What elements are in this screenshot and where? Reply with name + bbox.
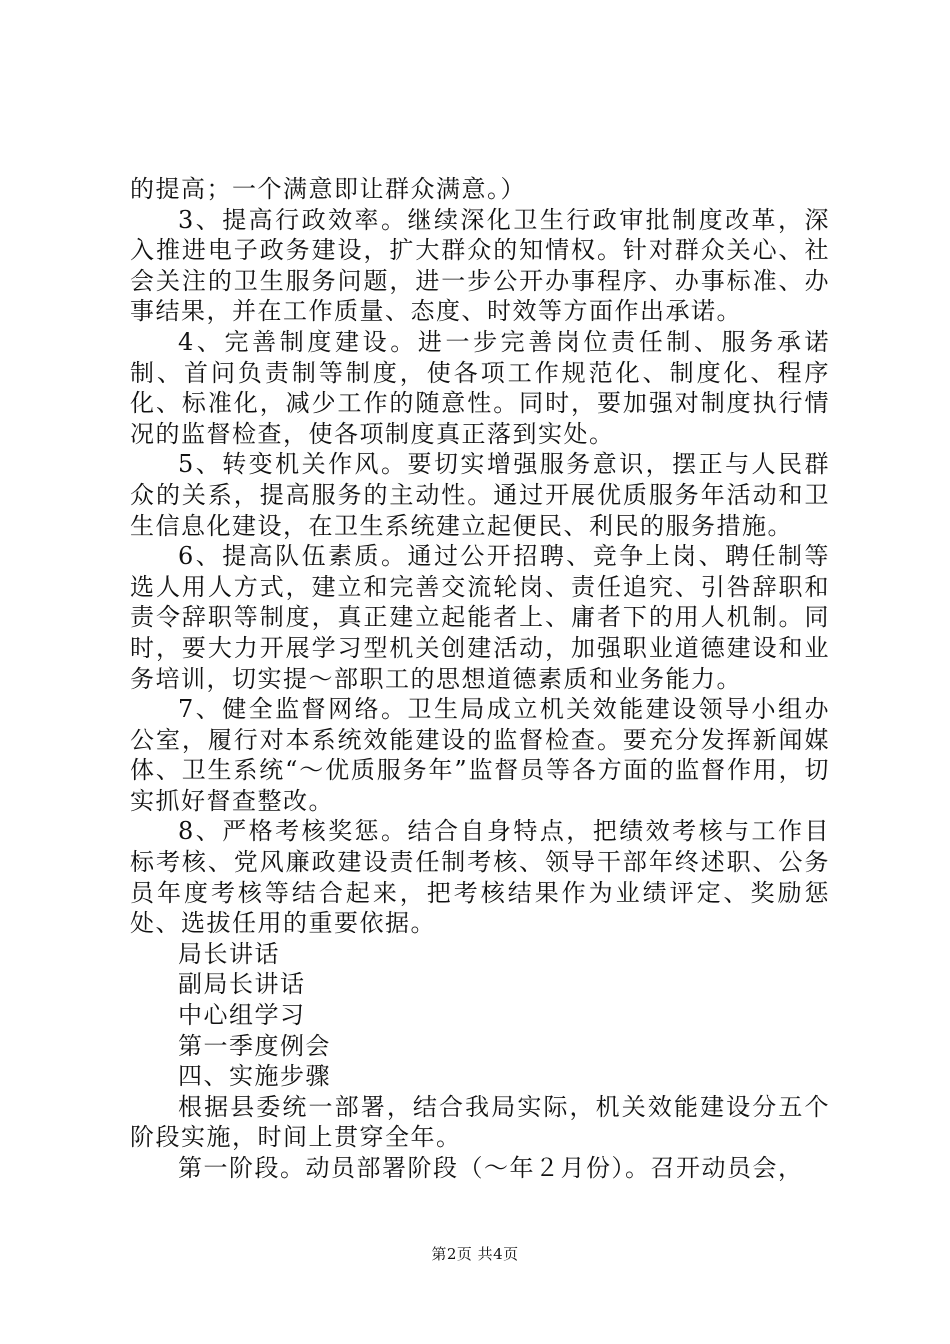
- page-number-indicator: 第2页 共4页: [431, 1245, 519, 1263]
- document-body: [130, 174, 830, 1184]
- paragraph-continuation: 的提高；一个满意即让群众满意。）: [130, 175, 526, 203]
- paragraph-implementation-intro: 根据县委统一部署，结合我局实际，机关效能建设分五个阶段实施，时间上贯穿全年。: [130, 1092, 830, 1152]
- line-director-speech: 局长讲话: [178, 939, 280, 968]
- paragraph-phase-one: 第一阶段。动员部署阶段（～年２月份）。召开动员会，: [178, 1154, 804, 1182]
- line-first-quarter-meeting: 第一季度例会: [178, 1031, 331, 1060]
- paragraph-item-3: 3、提高行政效率。继续深化卫生行政审批制度改革，深入推进电子政务建设，扩大群众的知情权。针对群众关心、社会关注的卫生服务问题，进一步公开办事程序、办事标准、办事结果，并在工作质量、态度、时效等方面作出承诺。: [130, 205, 830, 326]
- paragraph-item-7: 7、健全监督网络。卫生局成立机关效能建设领导小组办公室，履行对本系统效能建设的监督检查。要充分发挥新闻媒体、卫生系统“～优质服务年”监督员等各方面的监督作用，切实抓好督查整改。: [130, 695, 830, 815]
- paragraph-item-4: 4、完善制度建设。进一步完善岗位责任制、服务承诺制、首问负责制等制度，使各项工作规范化、制度化、程序化、标准化，减少工作的随意性。同时，要加强对制度执行情况的监督检查，使各项制度真正落到实处。: [130, 327, 830, 448]
- page-footer: [0, 1243, 950, 1264]
- paragraph-item-8: 8、严格考核奖惩。结合自身特点，把绩效考核与工作目标考核、党风廉政建设责任制考核、领导干部年终述职、公务员年度考核等结合起来，把考核结果作为业绩评定、奖励惩处、选拔任用的重要依据。: [130, 817, 830, 938]
- paragraph-item-6: 6、提高队伍素质。通过公开招聘、竞争上岗、聘任制等选人用人方式，建立和完善交流轮岗、责任追究、引咎辞职和责令辞职等制度，真正建立起能者上、庸者下的用人机制。同时，要大力开展学习型机关创建活动，加强职业道德建设和业务培训，切实提～部职工的思想道德素质和业务能力。: [130, 542, 830, 693]
- line-deputy-director-speech: 副局长讲话: [178, 970, 306, 999]
- section-heading-implementation-steps: 四、实施步骤: [178, 1062, 331, 1091]
- line-central-group-study: 中心组学习: [178, 1001, 306, 1030]
- paragraph-item-5: 5、转变机关作风。要切实增强服务意识，摆正与人民群众的关系，提高服务的主动性。通过开展优质服务年活动和卫生信息化建设，在卫生系统建立起便民、利民的服务措施。: [130, 450, 830, 540]
